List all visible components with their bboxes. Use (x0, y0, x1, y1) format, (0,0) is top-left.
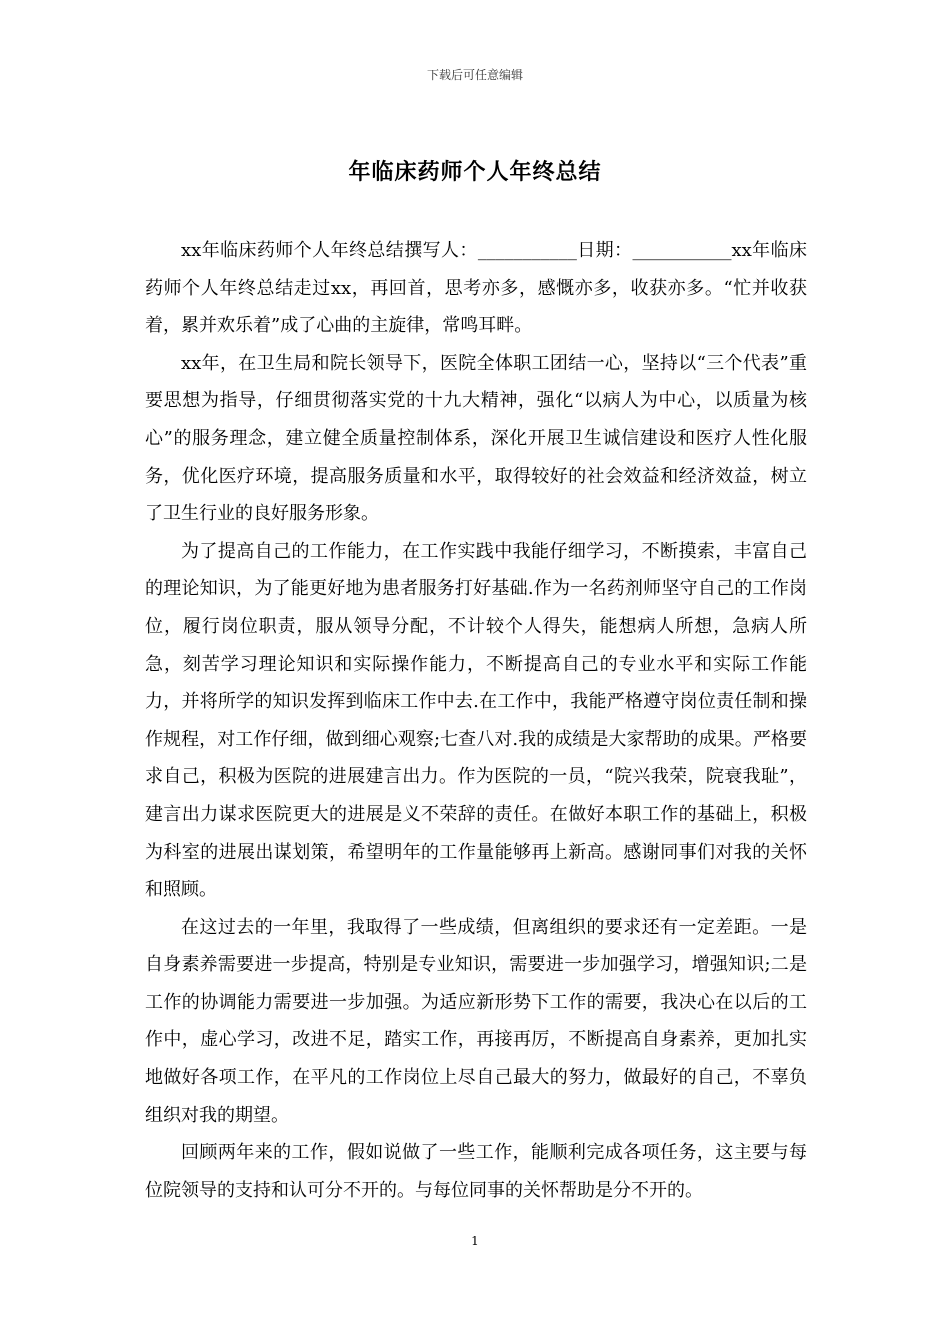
header-note: 下载后可任意编辑 (426, 68, 523, 82)
paragraph-shortcomings: 在这过去的一年里，我取得了一些成绩，但离组织的要求还有一定差距。一是自身素养需要进一步提高，特别是专业知识，需要进一步加强学习，增强知识;二是工作的协调能力需要进一步加强。为适应新形势下工作的需要，我决心在以后的工作中，虚心学习，改进不足，踏实工作，再接再厉，不断提高自身素养，更加扎实地做好各项工作，在平凡的工作岗位上尽自己最大的努力，做最好的自己，不辜负组织对我的期望。 (145, 916, 807, 1126)
paragraph-work-ability: 为了提高自己的工作能力，在工作实践中我能仔细学习，不断摸索，丰富自己的理论知识，为了能更好地为患者服务打好基础.作为一名药剂师坚守自己的工作岗位，履行岗位职责，服从领导分配，不计较个人得失，能想病人所想，急病人所急，刻苦学习理论知识和实际操作能力，不断提高自己的专业水平和实际工作能力，并将所学的知识发挥到临床工作中去.在工作中，我能严格遵守岗位责任制和操作规程，对工作仔细，做到细心观察;七查八对.我的成绩是大家帮助的成果。严格要求自己，积极为医院的进展建言出力。作为医院的一员，“院兴我荣，院衰我耻”，建言出力谋求医院更大的进展是义不荣辞的责任。在做好本职工作的基础上，积极为科室的进展出谋划策，希望明年的工作量能够再上新高。感谢同事们对我的关怀和照顾。 (145, 540, 807, 901)
document-body (145, 232, 807, 1209)
document-title: 年临床药师个人年终总结 (348, 159, 602, 185)
paragraph-hospital-overview: xx年，在卫生局和院长领导下，医院全体职工团结一心，坚持以“三个代表”重要思想为指导，仔细贯彻落实党的十九大精神，强化“以病人为中心，以质量为核心”的服务理念，建立健全质量控制体系，深化开展卫生诚信建设和医疗人性化服务，优化医疗环境，提高服务质量和水平，取得较好的社会效益和经济效益，树立了卫生行业的良好服务形象。 (145, 352, 807, 525)
paragraph-intro: xx年临床药师个人年终总结撰写人：___________日期：___________xx年临床药师个人年终总结走过xx，再回首，思考亦多，感慨亦多，收获亦多。“忙并收获着，累并欢乐着”成了心曲的主旋律，常鸣耳畔。 (145, 240, 807, 337)
paragraph-review: 回顾两年来的工作，假如说做了一些工作，能顺利完成各项任务，这主要与每位院领导的支持和认可分不开的。与每位同事的关怀帮助是分不开的。 (145, 1142, 807, 1201)
page-number: 1 (471, 1234, 479, 1248)
